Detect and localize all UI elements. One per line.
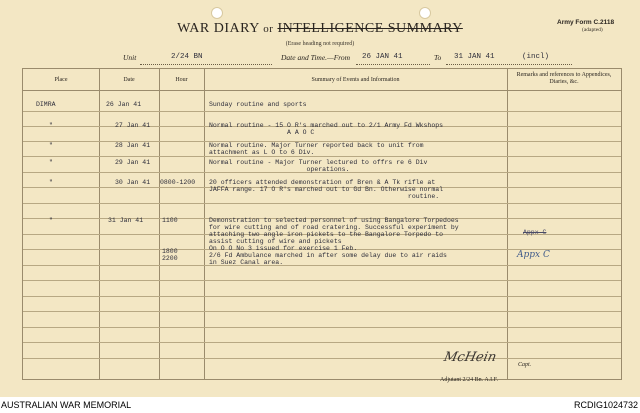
- date-incl: (incl): [522, 53, 550, 61]
- entry-line: A A O C: [209, 129, 315, 136]
- entry-line: 2/6 Fd Ambulance marched in after some delay due to air raids: [209, 252, 447, 259]
- entry-place: ": [49, 217, 53, 224]
- entry-date: 31 Jan 41: [108, 217, 144, 224]
- form-adapted: (adapted): [582, 27, 603, 33]
- entry-line: for wire cutting and of road cratering. Successful experiment by: [209, 224, 459, 231]
- entry-date: 29 Jan 41: [115, 159, 151, 166]
- from-underline: [356, 64, 430, 65]
- title-war-diary: WAR DIARY: [177, 21, 260, 36]
- header-summary: Summary of Events and Information: [311, 77, 400, 83]
- column-divider: [99, 69, 100, 379]
- entry-line: attaching two angle iron pickets to the Bangalore Torpedo to: [209, 231, 444, 238]
- remarks-struck: Appx C: [523, 229, 547, 236]
- title-intelligence-summary: INTELLIGENCE SUMMARY: [277, 21, 463, 36]
- entry-line: attachment as L O to 6 Div.: [209, 149, 315, 156]
- row-rule: [23, 311, 621, 312]
- header-hour: Hour: [175, 77, 188, 83]
- entry-date: 27 Jan 41: [115, 122, 151, 129]
- entry-place: ": [49, 159, 53, 166]
- signature: McHein: [442, 350, 498, 365]
- page-title: [0, 21, 640, 37]
- row-rule: [23, 358, 621, 359]
- title-subnote: (Erase heading not required): [285, 41, 355, 47]
- entry-line: JAFFA range. 17 O R's marched out to Gd Bn. Otherwise normal: [209, 186, 444, 193]
- column-divider: [159, 69, 160, 379]
- to-underline: [446, 64, 572, 65]
- entry-line: On O O No 3 issued for exercise 1 Feb.: [209, 245, 358, 252]
- column-divider: [204, 69, 205, 379]
- header-rule: [23, 90, 621, 91]
- header-place: Place: [54, 77, 68, 83]
- row-rule: [23, 203, 621, 204]
- date-label: Date and Time.—From: [281, 53, 351, 62]
- entry-place: DIMRA: [36, 101, 56, 108]
- unit-underline: [140, 64, 272, 65]
- row-rule: [23, 280, 621, 281]
- signature-rank: Capt.: [518, 362, 532, 368]
- entry-line: Normal routine - Major Turner lectured to offrs re 6 Div: [209, 159, 428, 166]
- header-remarks: Remarks and references to Appendices, Diaries, &c.: [516, 72, 612, 85]
- punch-hole: [211, 7, 223, 19]
- column-divider: [507, 69, 508, 379]
- entry-line: Sunday routine and sports: [209, 101, 307, 108]
- entry-hour: 1800: [162, 248, 178, 255]
- unit-value: 2/24 BN: [171, 53, 203, 61]
- entry-line: in Suez Canal area.: [209, 259, 284, 266]
- row-rule: [23, 296, 621, 297]
- entry-line: assist cutting of wire and pickets: [209, 238, 342, 245]
- entry-place: ": [49, 142, 53, 149]
- entry-hour: 2200: [162, 255, 178, 262]
- to-label: To: [434, 53, 442, 62]
- entry-date: 26 Jan 41: [106, 101, 142, 108]
- footer-id: RCDIG1024732: [573, 400, 638, 410]
- row-rule: [23, 156, 621, 157]
- entry-hour: 1100: [162, 217, 178, 224]
- entry-line: 20 officers attended demonstration of Bren & A Tk rifle at: [209, 179, 436, 186]
- row-rule: [23, 342, 621, 343]
- form-number: Army Form C.2118: [557, 19, 615, 26]
- entry-line: Normal routine. Major Turner reported back to unit from: [209, 142, 424, 149]
- header-date: Date: [123, 77, 135, 83]
- signature-role: Adjutant 2/24 Bn. A.I.F.: [440, 377, 499, 383]
- entry-date: 28 Jan 41: [115, 142, 151, 149]
- unit-label: Unit: [123, 53, 137, 62]
- diary-table: [22, 68, 622, 380]
- row-rule: [23, 327, 621, 328]
- row-rule: [23, 111, 621, 112]
- footer-archive: AUSTRALIAN WAR MEMORIAL: [1, 400, 132, 410]
- entry-line: routine.: [209, 193, 440, 200]
- entry-date: 30 Jan 41: [115, 179, 151, 186]
- entry-place: ": [49, 179, 53, 186]
- row-rule: [23, 265, 621, 266]
- entry-line: operations.: [209, 166, 350, 173]
- entry-hour: 0800-1200: [160, 179, 196, 186]
- remarks-handwritten: Appx C: [517, 250, 550, 260]
- title-or: or: [263, 23, 274, 35]
- entry-place: ": [49, 122, 53, 129]
- date-to-value: 31 JAN 41: [454, 53, 495, 61]
- entry-line: Normal routine - 15 O R's marched out to 2/1 Army Fd Wkshops: [209, 122, 444, 129]
- date-from-value: 26 JAN 41: [362, 53, 403, 61]
- entry-line: Demonstration to selected personnel of using Bangalore Torpedoes: [209, 217, 459, 224]
- punch-hole: [419, 7, 431, 19]
